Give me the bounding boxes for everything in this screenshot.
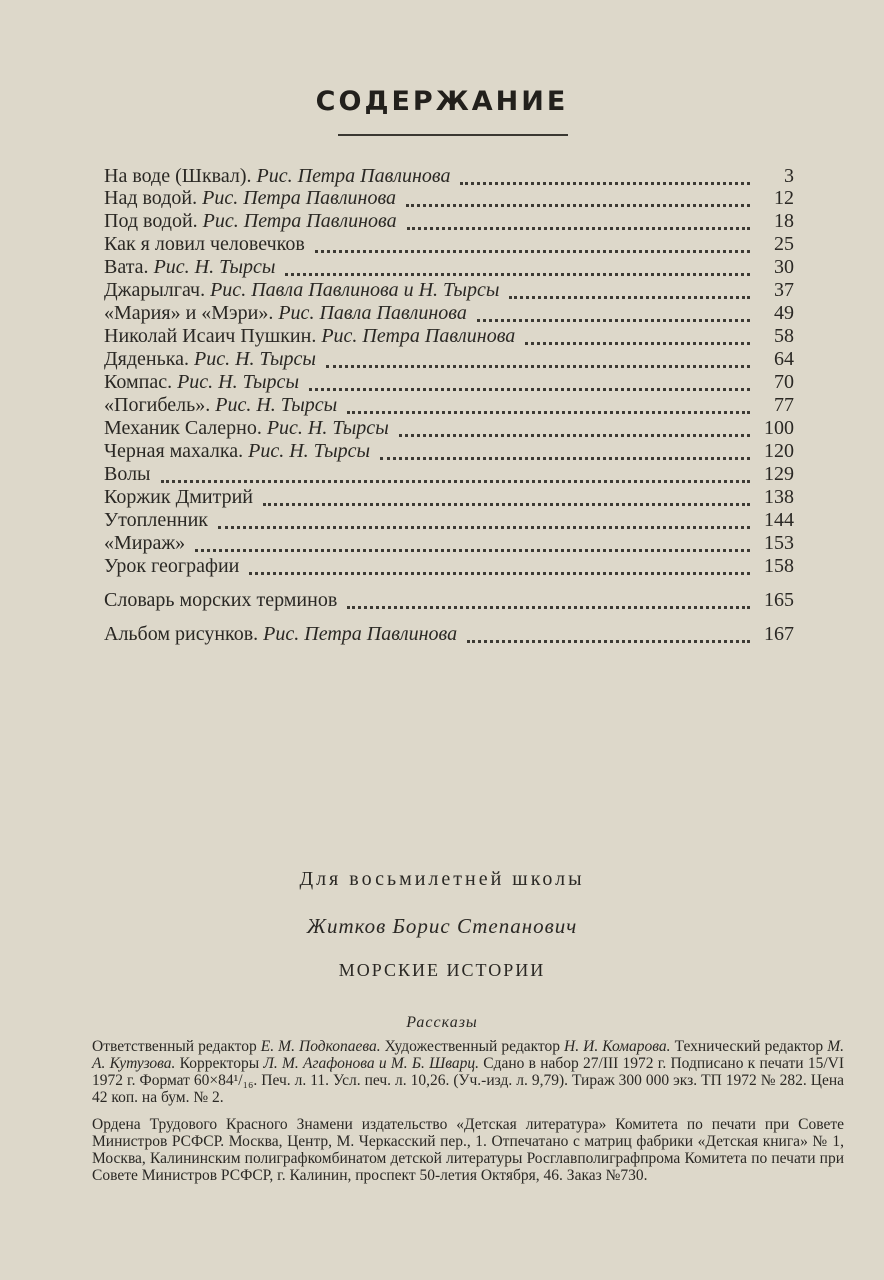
- editor-name: Е. М. Подкопаева.: [260, 1038, 381, 1055]
- toc-page-number: 153: [764, 532, 794, 554]
- toc-entry-label: [104, 370, 299, 394]
- toc-entry: [104, 186, 794, 210]
- toc-entry-title: «Мария» и «Мэри».: [104, 302, 274, 324]
- toc-leader-dots: [218, 516, 750, 529]
- toc-leader-dots: [460, 172, 750, 185]
- toc-page-number: 100: [764, 417, 794, 439]
- toc-entry-label: [104, 508, 208, 532]
- toc-page-number: 49: [774, 302, 794, 324]
- toc-entry-illustrator: Рис. Петра Павлинова: [263, 623, 458, 645]
- toc-page-number: 30: [774, 256, 794, 278]
- toc-entry-illustrator: Рис. Петра Павлинова: [202, 210, 397, 232]
- toc-leader-dots: [467, 630, 750, 643]
- toc-page-number: 58: [774, 325, 794, 347]
- author-name: Житков Борис Степанович: [306, 914, 578, 938]
- toc-leader-dots: [315, 240, 750, 253]
- toc-entry-title: «Мираж»: [104, 532, 186, 554]
- toc-entry-title: Механик Салерно.: [104, 417, 262, 439]
- toc-entry-illustrator: Рис. Н. Тырсы: [177, 371, 299, 393]
- toc-entry: [104, 324, 794, 348]
- toc-entry-illustrator: Рис. Петра Павлинова: [321, 325, 516, 347]
- genre-label: Рассказы: [406, 1014, 478, 1031]
- toc-page-number: 25: [774, 233, 794, 255]
- toc-page-number: 3: [784, 165, 794, 187]
- toc-entry-illustrator: Рис. Н. Тырсы: [248, 440, 371, 462]
- toc-entry-illustrator: Рис. Н. Тырсы: [194, 348, 316, 370]
- toc-entry-title: Словарь морских терминов: [104, 589, 338, 611]
- toc-entry-label: [104, 347, 316, 371]
- toc-entry-title: Урок географии: [104, 555, 240, 577]
- toc-entry-illustrator: Рис. Петра Павлинова: [256, 165, 451, 187]
- toc-entry-illustrator: Рис. Павла Павлинова: [278, 302, 467, 324]
- toc-page-number: 12: [774, 187, 794, 209]
- toc-leader-dots: [380, 447, 750, 460]
- toc-leader-dots: [309, 378, 750, 391]
- toc-entry-title: Утопленник: [104, 509, 209, 531]
- toc-entry-label: [104, 531, 185, 555]
- toc-entry: [104, 588, 794, 612]
- toc-entry-label: [104, 588, 337, 612]
- editor-label: Ответственный редактор: [92, 1038, 257, 1055]
- editors-paragraph: [92, 1038, 844, 1106]
- toc-leader-dots: [347, 596, 750, 609]
- toc-entry: [104, 301, 794, 325]
- toc-entry-label: [104, 164, 450, 188]
- toc-entry-label: [104, 301, 467, 325]
- toc-leader-dots: [285, 263, 750, 276]
- toc-page-number: 165: [764, 589, 794, 611]
- toc-entry-illustrator: Рис. Н. Тырсы: [266, 417, 389, 439]
- toc-leader-dots: [477, 309, 750, 322]
- toc-entry: [104, 416, 794, 440]
- toc-entry: [104, 255, 794, 279]
- toc-entry-label: [104, 186, 396, 210]
- toc-entry-illustrator: Рис. Н. Тырсы: [215, 394, 338, 416]
- toc-entry: [104, 209, 794, 233]
- toc-leader-dots: [326, 355, 750, 368]
- audience-line: Для восьмилетней школы: [299, 868, 585, 890]
- toc-leader-dots: [509, 286, 750, 299]
- toc-entry: [104, 278, 794, 302]
- toc-entry-label: [104, 462, 151, 486]
- toc-entry-illustrator: Рис. Н. Тырсы: [153, 256, 276, 278]
- toc-leader-dots: [407, 217, 750, 230]
- correctors-label: Корректоры: [179, 1055, 260, 1072]
- toc-entry: [104, 232, 794, 256]
- title-underline: [338, 134, 568, 136]
- toc-entry-label: [104, 485, 253, 509]
- toc-entry-title: Дяденька.: [104, 348, 190, 370]
- toc-entry: [104, 462, 794, 486]
- tech-editor-label: Технический редактор: [674, 1038, 824, 1055]
- toc-entry-title: Альбом рисунков.: [104, 623, 259, 645]
- toc-entry-label: [104, 393, 337, 417]
- toc-entry-title: Над водой.: [104, 187, 198, 209]
- toc-entry-title: «Погибель».: [104, 394, 211, 416]
- toc-leader-dots: [249, 562, 750, 575]
- toc-entry-label: [104, 622, 457, 646]
- toc-page-number: 138: [764, 486, 794, 508]
- toc-entry: [104, 554, 794, 578]
- print-info: Сдано в набор 27/III 1972 г. Подписано к печати 15/VI 1972 г. Формат 60×84¹/₁₆. Печ. л. 11. Усл. печ. л. 10,26. (Уч.-изд. л. 9,79). Тираж 300 000 экз. ТП 1972 № 282. Цена 42 коп. на бум. № 2.: [92, 1055, 844, 1106]
- toc-leader-dots: [406, 194, 750, 207]
- toc-leader-dots: [525, 332, 750, 345]
- art-editor-label: Художественный редактор: [384, 1038, 560, 1055]
- toc-entry-title: Коржик Дмитрий: [104, 486, 253, 508]
- book-title: МОРСКИЕ ИСТОРИИ: [338, 960, 546, 980]
- tech-editor-name: М. А. Кутузова.: [92, 1038, 845, 1072]
- toc-page-number: 77: [774, 394, 794, 416]
- art-editor-name: Н. И. Комарова.: [564, 1038, 671, 1055]
- toc-leader-dots: [195, 539, 750, 552]
- toc-entry: [104, 622, 794, 646]
- toc-leader-dots: [347, 401, 750, 414]
- toc-page-number: 64: [774, 348, 794, 370]
- toc-entry: [104, 393, 794, 417]
- toc-entry-illustrator: Рис. Павла Павлинова и Н. Тырсы: [210, 279, 500, 301]
- correctors-names: Л. М. Агафонова и М. Б. Шварц.: [263, 1055, 480, 1072]
- toc-title: СОДЕРЖАНИЕ: [315, 86, 569, 117]
- toc-page-number: 70: [774, 371, 794, 393]
- toc-entry-title: Вата.: [104, 256, 149, 278]
- toc-entry-label: [104, 324, 515, 348]
- toc-entry-illustrator: Рис. Петра Павлинова: [202, 187, 397, 209]
- toc-entry-title: Компас.: [104, 371, 173, 393]
- toc-entry: [104, 508, 794, 532]
- toc-page-number: 120: [764, 440, 794, 462]
- toc-entry-title: Как я ловил человечков: [104, 233, 305, 255]
- toc-entry-title: На воде (Шквал).: [104, 165, 252, 187]
- toc-entry-label: [104, 255, 275, 279]
- toc-entry-label: [104, 278, 499, 302]
- toc-page-number: 158: [764, 555, 794, 577]
- toc-entry-title: Джарылгач.: [104, 279, 206, 301]
- toc-entry-label: [104, 439, 370, 463]
- toc-leader-dots: [263, 493, 750, 506]
- toc-page-number: 18: [774, 210, 794, 232]
- toc-entry-label: [104, 554, 239, 578]
- toc-page-number: 144: [764, 509, 794, 531]
- toc-entry-title: Николай Исаич Пушкин.: [104, 325, 317, 347]
- toc-entry: [104, 439, 794, 463]
- toc-entry-label: [104, 209, 397, 233]
- toc-entry-label: [104, 232, 305, 256]
- publisher-paragraph: Ордена Трудового Красного Знамени издательство «Детская литература» Комитета по печати при Совете Министров РСФСР. Москва, Центр, М. Черкасский пер., 1. Отпечатано с матриц фабрики «Детская книга» № 1, Москва, Калининским полиграфкомбинатом детской литературы Росглавполиграфпрома Комитета по печати при Совете Министров РСФСР, г. Калинин, проспект 50-летия Октября, 46. Заказ №730.: [92, 1116, 844, 1184]
- publication-credits: [92, 1038, 844, 1194]
- toc-entry-title: Черная махалка.: [104, 440, 244, 462]
- toc-entry: [104, 164, 794, 188]
- toc-leader-dots: [399, 424, 750, 437]
- toc-page-number: 37: [774, 279, 794, 301]
- toc-page-number: 129: [764, 463, 794, 485]
- toc-entry-title: Волы: [104, 463, 151, 485]
- toc-entry-label: [104, 416, 389, 440]
- toc-entry: [104, 347, 794, 371]
- toc-entry: [104, 370, 794, 394]
- toc-entry-title: Под водой.: [104, 210, 198, 232]
- toc-entry: [104, 531, 794, 555]
- toc-leader-dots: [161, 470, 750, 483]
- toc-page-number: 167: [764, 623, 794, 645]
- toc-entry: [104, 485, 794, 509]
